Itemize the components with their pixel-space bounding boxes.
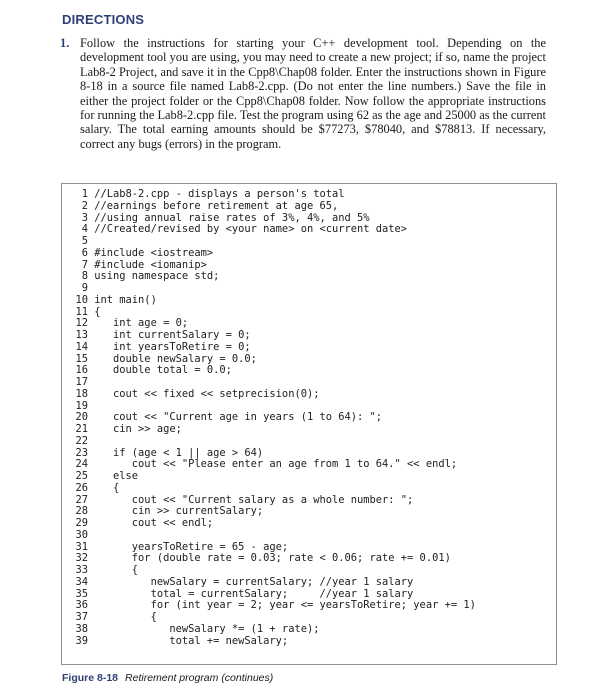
line-number: 4 <box>81 223 88 236</box>
code-text: //using annual raise rates of 3%, 4%, and 5% <box>94 211 370 224</box>
line-number: 2 <box>81 199 88 212</box>
code-line <box>74 271 476 283</box>
line-number: 29 <box>75 517 88 529</box>
line-number: 22 <box>75 434 88 447</box>
line-number: 39 <box>75 634 88 647</box>
line-number: 38 <box>75 622 88 635</box>
code-text: cin >> currentSalary; <box>94 505 264 518</box>
line-number: 6 <box>81 246 88 259</box>
section-heading: DIRECTIONS <box>62 12 145 27</box>
code-line <box>74 295 476 307</box>
line-number: 36 <box>75 599 88 612</box>
code-text: #include <iomanip> <box>94 258 207 271</box>
line-number: 9 <box>81 282 88 294</box>
code-listing-box <box>61 183 557 665</box>
line-number: 10 <box>75 293 88 306</box>
code-text: //Created/revised by <your name> on <current date> <box>94 223 408 236</box>
code-text: { <box>94 564 139 576</box>
code-text: int main() <box>94 293 157 306</box>
code-text: int currentSalary = 0; <box>94 329 251 341</box>
line-number: 16 <box>75 364 88 377</box>
code-text: for (int year = 2; year <= yearsToRetire; year += 1) <box>94 599 476 612</box>
line-number: 14 <box>75 340 88 353</box>
line-number: 5 <box>81 235 88 247</box>
code-text: //earnings before retirement at age 65, <box>94 199 339 212</box>
code-text: using namespace std; <box>94 270 220 283</box>
line-number: 20 <box>75 411 88 424</box>
line-number: 12 <box>75 317 88 330</box>
line-number: 21 <box>75 423 88 435</box>
line-number: 25 <box>75 470 88 482</box>
code-text: yearsToRetire = 65 - age; <box>94 540 289 553</box>
instruction-item <box>60 36 546 151</box>
code-text: cin >> age; <box>94 423 182 435</box>
code-text: { <box>94 611 157 623</box>
code-text: cout << fixed << setprecision(0); <box>94 387 320 400</box>
line-number: 18 <box>75 387 88 400</box>
code-text: cout << "Current salary as a whole number: "; <box>94 493 414 506</box>
line-number: 32 <box>75 552 88 565</box>
line-number: 34 <box>75 575 88 588</box>
code-text: if (age < 1 || age > 64) <box>94 446 264 459</box>
line-number: 3 <box>81 211 88 224</box>
line-number: 17 <box>75 376 88 388</box>
code-text: total += newSalary; <box>94 634 289 647</box>
line-number: 23 <box>75 446 88 459</box>
code-text: cout << endl; <box>94 517 214 529</box>
code-line <box>74 424 476 436</box>
line-number: 28 <box>75 505 88 518</box>
figure-label: Figure 8-18 <box>62 672 119 684</box>
code-line <box>74 518 476 530</box>
line-number: 33 <box>75 564 88 576</box>
line-number: 37 <box>75 611 88 623</box>
code-text: total = currentSalary; //year 1 salary <box>94 587 414 600</box>
code-text: cout << "Current age in years (1 to 64): "; <box>94 411 383 424</box>
code-text: int age = 0; <box>94 317 189 330</box>
code-line <box>74 636 476 648</box>
code-text: int yearsToRetire = 0; <box>94 340 251 353</box>
code-text: for (double rate = 0.03; rate < 0.06; rate += 0.01) <box>94 552 451 565</box>
code-text: double newSalary = 0.0; <box>94 352 257 365</box>
code-line <box>74 224 476 236</box>
line-number: 27 <box>75 493 88 506</box>
line-number: 7 <box>81 258 88 271</box>
code-text: cout << "Please enter an age from 1 to 64." << endl; <box>94 458 458 471</box>
line-number: 24 <box>75 458 88 471</box>
line-number: 31 <box>75 540 88 553</box>
line-number: 35 <box>75 587 88 600</box>
instruction-text: Follow the instructions for starting your C++ development tool. Depending on the development tool you are using, you may need to create a new project; if so, name the project Lab8-2 Project, and save it in the Cpp8\Chap08 folder. Enter the instructions shown in Figure 8-18 in a source file named Lab8-2.cpp. (Do not enter the line numbers.) Save the file in either the project folder or the Cpp8\Chap08 folder. Now follow the appropriate instructions for running the Lab8-2.cpp file. Test the program using 62 as the age and 25000 as the current salary. The total earning amounts should be $77273, $78040, and $78813. If necessary, correct any bugs (errors) in the program. <box>80 36 546 151</box>
code-line <box>74 365 476 377</box>
code-text: newSalary *= (1 + rate); <box>94 622 320 635</box>
line-number: 8 <box>81 270 88 283</box>
code-text: double total = 0.0; <box>94 364 232 377</box>
code-text: //Lab8-2.cpp - displays a person's total <box>94 188 345 200</box>
line-number: 11 <box>75 305 88 318</box>
code-text: newSalary = currentSalary; //year 1 salary <box>94 575 414 588</box>
code-listing <box>74 189 476 647</box>
line-number: 26 <box>75 481 88 494</box>
code-line <box>74 389 476 401</box>
code-text: #include <iostream> <box>94 246 214 259</box>
code-text: else <box>94 470 139 482</box>
code-text: { <box>94 481 120 494</box>
code-line <box>74 471 476 483</box>
line-number: 19 <box>75 399 88 412</box>
line-number: 13 <box>75 329 88 341</box>
line-number: 1 <box>81 188 88 200</box>
code-text: { <box>94 305 101 318</box>
figure-caption <box>62 672 273 684</box>
line-number: 15 <box>75 352 88 365</box>
line-number: 30 <box>75 528 88 541</box>
instruction-number: 1. <box>60 36 70 50</box>
figure-description: Retirement program (continues) <box>125 672 274 684</box>
